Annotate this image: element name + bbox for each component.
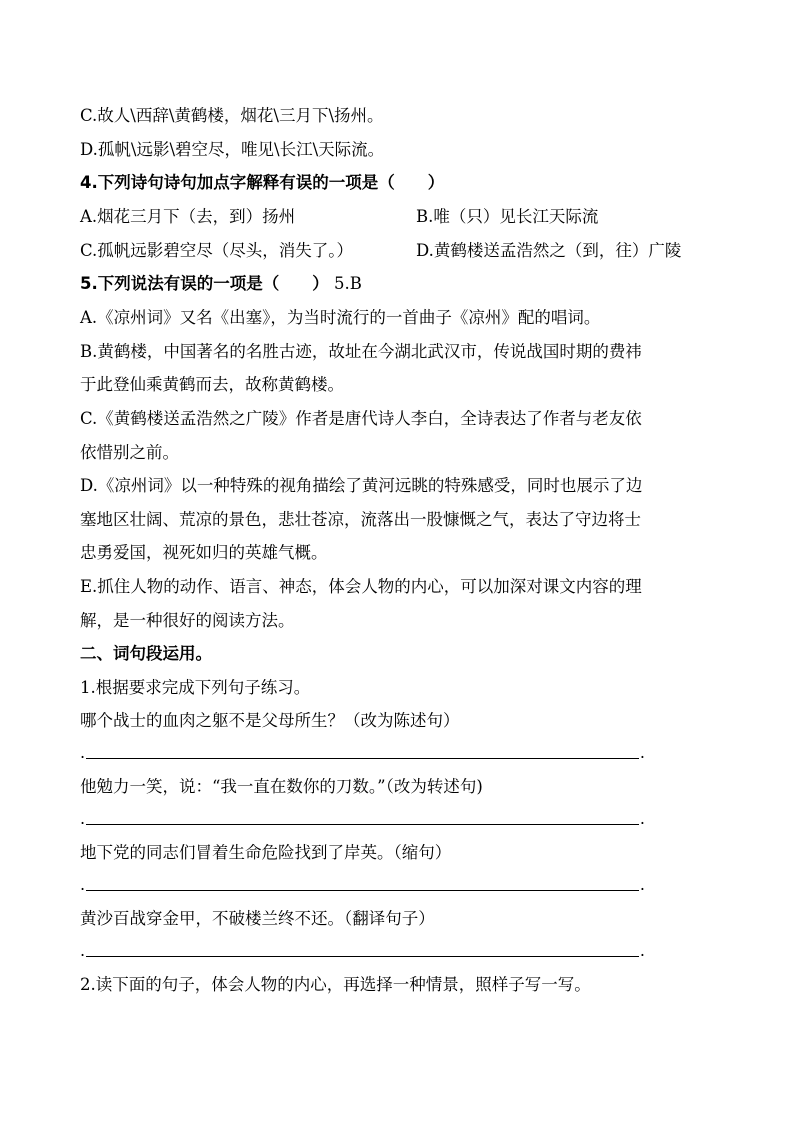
answer-blank-1[interactable]: . . [80, 743, 645, 762]
sentence-3-prompt: 地下党的同志们冒着生命危险找到了岸英。（缩句） [80, 843, 452, 862]
q5-title-row [80, 273, 720, 295]
q5-option-d-line2: 塞地区壮阔、荒凉的景色，悲壮苍凉，流落出一股慷慨之气，表达了守边将士 [80, 510, 641, 529]
q5-option-c-line2: 依惜别之前。 [80, 443, 179, 462]
q5-title: 5.下列说法有误的一项是（ ） [80, 274, 329, 293]
section2-heading: 二、词句段运用。 [80, 644, 212, 663]
q5-option-d-line3: 忠勇爱国，视死如归的英雄气概。 [80, 543, 328, 562]
q4-row-ab [80, 206, 720, 228]
sentence-1-prompt: 哪个战士的血肉之躯不是父母所生？（改为陈述句） [80, 711, 460, 730]
section2-q1-title: 1.根据要求完成下列句子练习。 [80, 678, 311, 697]
q5-option-e-line2: 解，是一种很好的阅读方法。 [80, 611, 295, 630]
q4-option-c: C.孤帆远影碧空尽（尽头，消失了。） [80, 241, 354, 260]
q5-option-e-line1: E.抓住人物的动作、语言、神态，体会人物的内心，可以加深对课文内容的理 [80, 577, 642, 596]
answer-blank-4[interactable]: . . [80, 941, 645, 960]
answer-blank-3[interactable]: . . [80, 875, 645, 894]
section2-q2-title: 2.读下面的句子，体会人物的内心，再选择一种情景，照样子写一写。 [80, 975, 591, 994]
q5-option-a: A.《凉州词》又名《出塞》，为当时流行的一首曲子《凉州》配的唱词。 [80, 308, 601, 327]
q4-title: 4.下列诗句诗句加点字解释有误的一项是（ ） [80, 173, 445, 192]
q5-option-d-line1: D.《凉州词》以一种特殊的视角描绘了黄河远眺的特殊感受，同时也展示了边 [80, 476, 643, 495]
q4-option-b: B.唯（只）见长江天际流 [416, 207, 599, 226]
q3-option-d: D.孤帆\远影\碧空尽，唯见\长江\天际流。 [80, 140, 385, 159]
q5-option-b-line2: 于此登仙乘黄鹤而去，故称黄鹤楼。 [80, 375, 344, 394]
sentence-2-prompt: 他勉力一笑，说：“我一直在数你的刀数。”（改为转述句) [80, 777, 483, 796]
q5-answer: 5.B [334, 274, 362, 293]
answer-blank-2[interactable]: . . [80, 809, 645, 828]
q5-option-c-line1: C.《黄鹤楼送孟浩然之广陵》作者是唐代诗人李白，全诗表达了作者与老友依 [80, 409, 642, 428]
q4-option-a: A.烟花三月下（去，到）扬州 [80, 207, 296, 226]
q3-option-c: C.故人\西辞\黄鹤楼，烟花\三月下\扬州。 [80, 106, 384, 125]
q5-option-b-line1: B.黄鹤楼，中国著名的名胜古迹，故址在今湖北武汉市，传说战国时期的费祎 [80, 342, 642, 361]
sentence-4-prompt: 黄沙百战穿金甲，不破楼兰终不还。（翻译句子） [80, 909, 435, 928]
q4-option-d: D.黄鹤楼送孟浩然之（到，往）广陵 [416, 241, 682, 260]
q4-row-cd [80, 240, 720, 262]
